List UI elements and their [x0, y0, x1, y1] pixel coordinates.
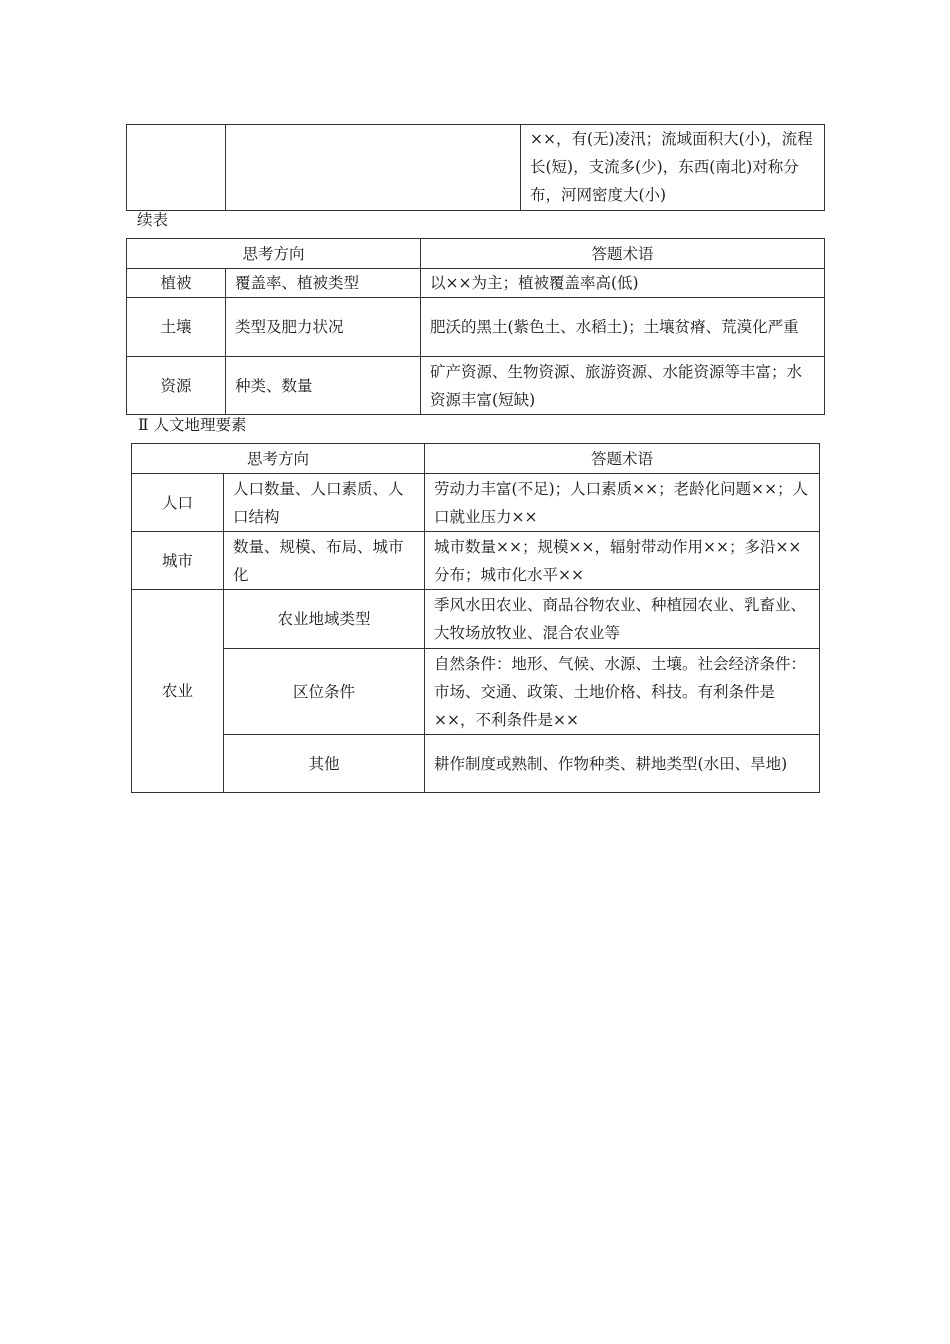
row-label: 人口 [132, 474, 224, 532]
column-header: 思考方向 [132, 444, 425, 474]
table-cell: 城市数量××；规模××，辐射带动作用××；多沿××分布；城市化水平×× [425, 532, 820, 590]
table-row [132, 649, 820, 735]
column-header: 思考方向 [127, 239, 421, 269]
table-row [132, 735, 820, 793]
table-row [132, 474, 820, 532]
table-row [132, 532, 820, 590]
column-header: 答题术语 [421, 239, 825, 269]
table-cell: 种类、数量 [226, 357, 421, 415]
table-cell: 耕作制度或熟制、作物种类、耕地类型(水田、旱地) [425, 735, 820, 793]
row-label: 植被 [127, 269, 226, 298]
table-row [132, 590, 820, 649]
table-cell [127, 125, 226, 211]
table-cell: 劳动力丰富(不足)；人口素质××；老龄化问题××；人口就业压力×× [425, 474, 820, 532]
row-label: 城市 [132, 532, 224, 590]
table-cell: 区位条件 [224, 649, 425, 735]
table-cell: 数量、规模、布局、城市化 [224, 532, 425, 590]
column-header: 答题术语 [425, 444, 820, 474]
table-cell: 其他 [224, 735, 425, 793]
table-cell: 农业地域类型 [224, 590, 425, 649]
row-label: 资源 [127, 357, 226, 415]
table-row [127, 269, 825, 298]
table-header-row [127, 239, 825, 269]
table-cell: 覆盖率、植被类型 [226, 269, 421, 298]
continued-label: 续表 [137, 211, 169, 229]
table-row [127, 357, 825, 415]
river-features-table-tail [126, 124, 825, 211]
table-cell: 肥沃的黑土(紫色土、水稻土)；土壤贫瘠、荒漠化严重 [421, 298, 825, 357]
table-cell [226, 125, 521, 211]
table-row [127, 298, 825, 357]
table-cell: 季风水田农业、商品谷物农业、种植园农业、乳畜业、大牧场放牧业、混合农业等 [425, 590, 820, 649]
table-cell: 人口数量、人口素质、人口结构 [224, 474, 425, 532]
table-header-row [132, 444, 820, 474]
table-cell: ××，有(无)凌汛；流域面积大(小)，流程长(短)，支流多(少)，东西(南北)对称分布，河网密度大(小) [521, 125, 825, 211]
human-elements-table [131, 443, 820, 793]
table-cell: 自然条件：地形、气候、水源、土壤。社会经济条件：市场、交通、政策、土地价格、科技。有利条件是××，不利条件是×× [425, 649, 820, 735]
section-title: Ⅱ 人文地理要素 [138, 416, 247, 434]
table-row [127, 125, 825, 211]
table-cell: 以××为主；植被覆盖率高(低) [421, 269, 825, 298]
table-cell: 矿产资源、生物资源、旅游资源、水能资源等丰富；水资源丰富(短缺) [421, 357, 825, 415]
row-label: 农业 [132, 590, 224, 793]
natural-elements-table [126, 238, 825, 415]
table-cell: 类型及肥力状况 [226, 298, 421, 357]
row-label: 土壤 [127, 298, 226, 357]
